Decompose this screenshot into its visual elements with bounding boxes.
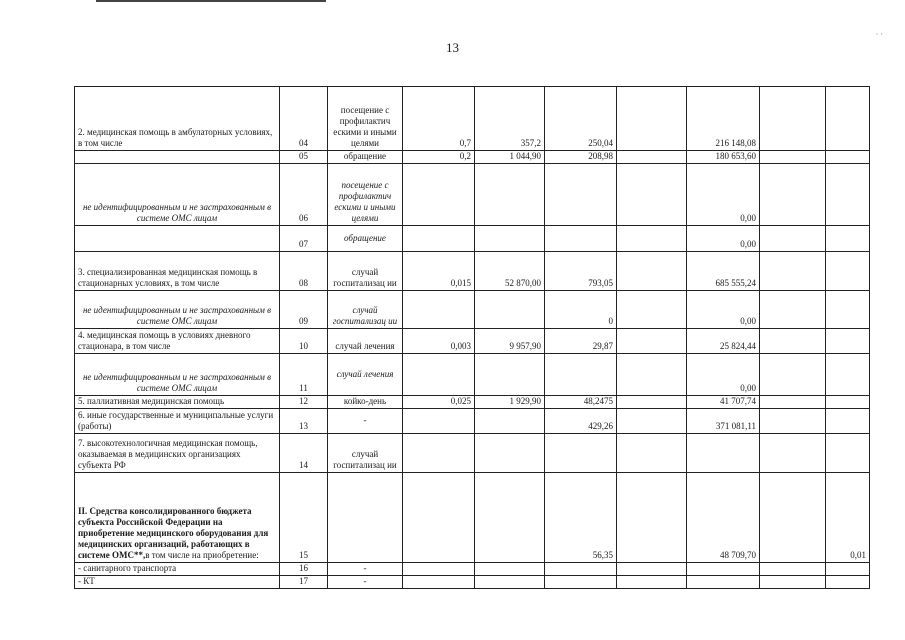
row-value-per-capita bbox=[545, 226, 617, 252]
table-row bbox=[75, 291, 870, 329]
row-value-cost bbox=[475, 434, 545, 473]
row-unit: посещение с профилактич ескими и иными целями bbox=[328, 87, 403, 151]
row-value-norm bbox=[403, 226, 475, 252]
row-code: 05 bbox=[280, 151, 328, 164]
row-value-per-capita bbox=[545, 354, 617, 396]
row-value-col7: 0,01 bbox=[826, 473, 870, 563]
row-value-col4 bbox=[617, 164, 687, 226]
row-name: - КТ bbox=[75, 576, 280, 589]
row-value-total: 0,00 bbox=[687, 164, 760, 226]
table-row bbox=[75, 354, 870, 396]
row-name: не идентифицированным и не застрахованным в системе ОМС лицам bbox=[75, 291, 280, 329]
row-name: 2. медицинская помощь в амбулаторных условиях, в том числе bbox=[75, 87, 280, 151]
row-value-total: 371 081,11 bbox=[687, 409, 760, 434]
row-value-total: 41 707,74 bbox=[687, 396, 760, 409]
row-value-norm bbox=[403, 434, 475, 473]
row-value-per-capita bbox=[545, 563, 617, 576]
row-value-col4 bbox=[617, 563, 687, 576]
table-row bbox=[75, 576, 870, 589]
table-row bbox=[75, 563, 870, 576]
row-value-per-capita: 0 bbox=[545, 291, 617, 329]
row-value-norm bbox=[403, 563, 475, 576]
row-value-col4 bbox=[617, 87, 687, 151]
row-value-col7 bbox=[826, 226, 870, 252]
row-unit: случай госпитализац ии bbox=[328, 434, 403, 473]
row-value-col4 bbox=[617, 151, 687, 164]
row-value-norm: 0,003 bbox=[403, 329, 475, 354]
row-value-col4 bbox=[617, 434, 687, 473]
row-value-per-capita bbox=[545, 434, 617, 473]
row-code: 06 bbox=[280, 164, 328, 226]
row-value-total: 685 555,24 bbox=[687, 252, 760, 291]
row-value-total bbox=[687, 576, 760, 589]
row-value-per-capita: 429,26 bbox=[545, 409, 617, 434]
row-value-cost bbox=[475, 291, 545, 329]
table-row bbox=[75, 396, 870, 409]
row-value-cost bbox=[475, 563, 545, 576]
row-value-per-capita: 48,2475 bbox=[545, 396, 617, 409]
row-unit: посещение с профилактич ескими и иными целями bbox=[328, 164, 403, 226]
row-value-norm bbox=[403, 576, 475, 589]
row-name: не идентифицированным и не застрахованным в системе ОМС лицам bbox=[75, 354, 280, 396]
row-value-col4 bbox=[617, 252, 687, 291]
table-row bbox=[75, 434, 870, 473]
row-value-total bbox=[687, 563, 760, 576]
row-value-per-capita: 793,05 bbox=[545, 252, 617, 291]
row-code: 17 bbox=[280, 576, 328, 589]
row-value-total: 0,00 bbox=[687, 354, 760, 396]
row-value-col6 bbox=[760, 563, 826, 576]
row-value-col7 bbox=[826, 396, 870, 409]
table-row bbox=[75, 252, 870, 291]
row-unit: обращение bbox=[328, 151, 403, 164]
row-value-per-capita: 208,98 bbox=[545, 151, 617, 164]
row-unit: - bbox=[328, 409, 403, 434]
row-value-col6 bbox=[760, 576, 826, 589]
row-value-per-capita: 56,35 bbox=[545, 473, 617, 563]
row-unit: койко-день bbox=[328, 396, 403, 409]
row-name: 5. паллиативная медицинская помощь bbox=[75, 396, 280, 409]
row-code: 10 bbox=[280, 329, 328, 354]
row-value-col7 bbox=[826, 164, 870, 226]
row-value-total: 48 709,70 bbox=[687, 473, 760, 563]
row-value-norm bbox=[403, 473, 475, 563]
row-value-total: 25 824,44 bbox=[687, 329, 760, 354]
row-value-per-capita bbox=[545, 576, 617, 589]
row-value-col7 bbox=[826, 151, 870, 164]
row-value-col6 bbox=[760, 473, 826, 563]
row-name bbox=[75, 473, 280, 563]
table-row bbox=[75, 409, 870, 434]
row-name bbox=[75, 226, 280, 252]
row-code: 16 bbox=[280, 563, 328, 576]
row-code: 09 bbox=[280, 291, 328, 329]
row-code: 14 bbox=[280, 434, 328, 473]
row-value-cost: 357,2 bbox=[475, 87, 545, 151]
row-value-norm bbox=[403, 354, 475, 396]
row-value-cost bbox=[475, 576, 545, 589]
row-name bbox=[75, 151, 280, 164]
row-name-tail: в том числе на приобретение: bbox=[145, 550, 259, 560]
row-value-per-capita: 250,04 bbox=[545, 87, 617, 151]
row-value-col6 bbox=[760, 329, 826, 354]
table-row bbox=[75, 473, 870, 563]
scan-specks: · · bbox=[875, 30, 883, 39]
page-number: 13 bbox=[446, 40, 459, 55]
row-value-col4 bbox=[617, 396, 687, 409]
table-row bbox=[75, 87, 870, 151]
financing-table bbox=[74, 86, 870, 589]
row-value-cost: 1 929,90 bbox=[475, 396, 545, 409]
row-name: 3. специализированная медицинская помощь в стационарных условиях, в том числе bbox=[75, 252, 280, 291]
row-code: 08 bbox=[280, 252, 328, 291]
row-value-total: 216 148,08 bbox=[687, 87, 760, 151]
row-value-col6 bbox=[760, 226, 826, 252]
row-code: 11 bbox=[280, 354, 328, 396]
row-unit: - bbox=[328, 563, 403, 576]
row-value-col7 bbox=[826, 87, 870, 151]
row-value-col6 bbox=[760, 409, 826, 434]
top-scan-line bbox=[96, 0, 326, 2]
row-value-total bbox=[687, 434, 760, 473]
row-value-per-capita bbox=[545, 164, 617, 226]
table-row bbox=[75, 329, 870, 354]
row-value-norm bbox=[403, 291, 475, 329]
row-name: 4. медицинская помощь в условиях дневного стационара, в том числе bbox=[75, 329, 280, 354]
row-value-col6 bbox=[760, 87, 826, 151]
row-value-cost bbox=[475, 354, 545, 396]
row-value-norm bbox=[403, 164, 475, 226]
table-row bbox=[75, 151, 870, 164]
row-unit: случай лечения bbox=[328, 329, 403, 354]
row-name: не идентифицированным и не застрахованным в системе ОМС лицам bbox=[75, 164, 280, 226]
row-unit: случай лечения bbox=[328, 354, 403, 396]
row-value-col6 bbox=[760, 252, 826, 291]
row-code: 07 bbox=[280, 226, 328, 252]
row-code: 15 bbox=[280, 473, 328, 563]
table-row bbox=[75, 164, 870, 226]
row-value-norm bbox=[403, 409, 475, 434]
row-value-col4 bbox=[617, 354, 687, 396]
row-value-cost: 1 044,90 bbox=[475, 151, 545, 164]
row-value-col7 bbox=[826, 354, 870, 396]
row-value-col7 bbox=[826, 576, 870, 589]
row-unit: обращение bbox=[328, 226, 403, 252]
row-value-col6 bbox=[760, 151, 826, 164]
row-value-cost bbox=[475, 164, 545, 226]
row-unit: случай госпитализац ии bbox=[328, 252, 403, 291]
table-row bbox=[75, 226, 870, 252]
row-value-col4 bbox=[617, 473, 687, 563]
row-value-col4 bbox=[617, 226, 687, 252]
row-value-col4 bbox=[617, 576, 687, 589]
row-code: 04 bbox=[280, 87, 328, 151]
row-code: 13 bbox=[280, 409, 328, 434]
row-value-total: 180 653,60 bbox=[687, 151, 760, 164]
row-value-cost: 9 957,90 bbox=[475, 329, 545, 354]
row-name: - санитарного транспорта bbox=[75, 563, 280, 576]
row-unit: - bbox=[328, 576, 403, 589]
row-value-norm: 0,7 bbox=[403, 87, 475, 151]
row-value-col7 bbox=[826, 252, 870, 291]
row-value-cost: 52 870,00 bbox=[475, 252, 545, 291]
row-value-cost bbox=[475, 409, 545, 434]
row-value-cost bbox=[475, 473, 545, 563]
row-name: 7. высокотехнологичная медицинская помощь, оказываемая в медицинских организациях субъекта РФ bbox=[75, 434, 280, 473]
row-value-col4 bbox=[617, 329, 687, 354]
row-value-col4 bbox=[617, 409, 687, 434]
row-code: 12 bbox=[280, 396, 328, 409]
row-unit bbox=[328, 473, 403, 563]
row-value-col6 bbox=[760, 354, 826, 396]
row-name-bold: II. Средства консолидированного бюджета субъекта Российской Федерации на приобретение медицинского оборудования для медицинских организаций, работающих в системе ОМС**, bbox=[78, 506, 269, 560]
row-value-col6 bbox=[760, 291, 826, 329]
row-value-total: 0,00 bbox=[687, 226, 760, 252]
row-value-col7 bbox=[826, 291, 870, 329]
row-value-col7 bbox=[826, 329, 870, 354]
row-value-cost bbox=[475, 226, 545, 252]
row-value-col4 bbox=[617, 291, 687, 329]
row-value-norm: 0,025 bbox=[403, 396, 475, 409]
row-unit: случай госпитализац ии bbox=[328, 291, 403, 329]
row-value-col7 bbox=[826, 409, 870, 434]
row-value-norm: 0,2 bbox=[403, 151, 475, 164]
row-value-col6 bbox=[760, 164, 826, 226]
row-value-norm: 0,015 bbox=[403, 252, 475, 291]
row-value-col7 bbox=[826, 563, 870, 576]
row-value-col7 bbox=[826, 434, 870, 473]
row-value-per-capita: 29,87 bbox=[545, 329, 617, 354]
row-value-col6 bbox=[760, 434, 826, 473]
row-value-total: 0,00 bbox=[687, 291, 760, 329]
row-name: 6. иные государственные и муниципальные услуги (работы) bbox=[75, 409, 280, 434]
row-value-col6 bbox=[760, 396, 826, 409]
